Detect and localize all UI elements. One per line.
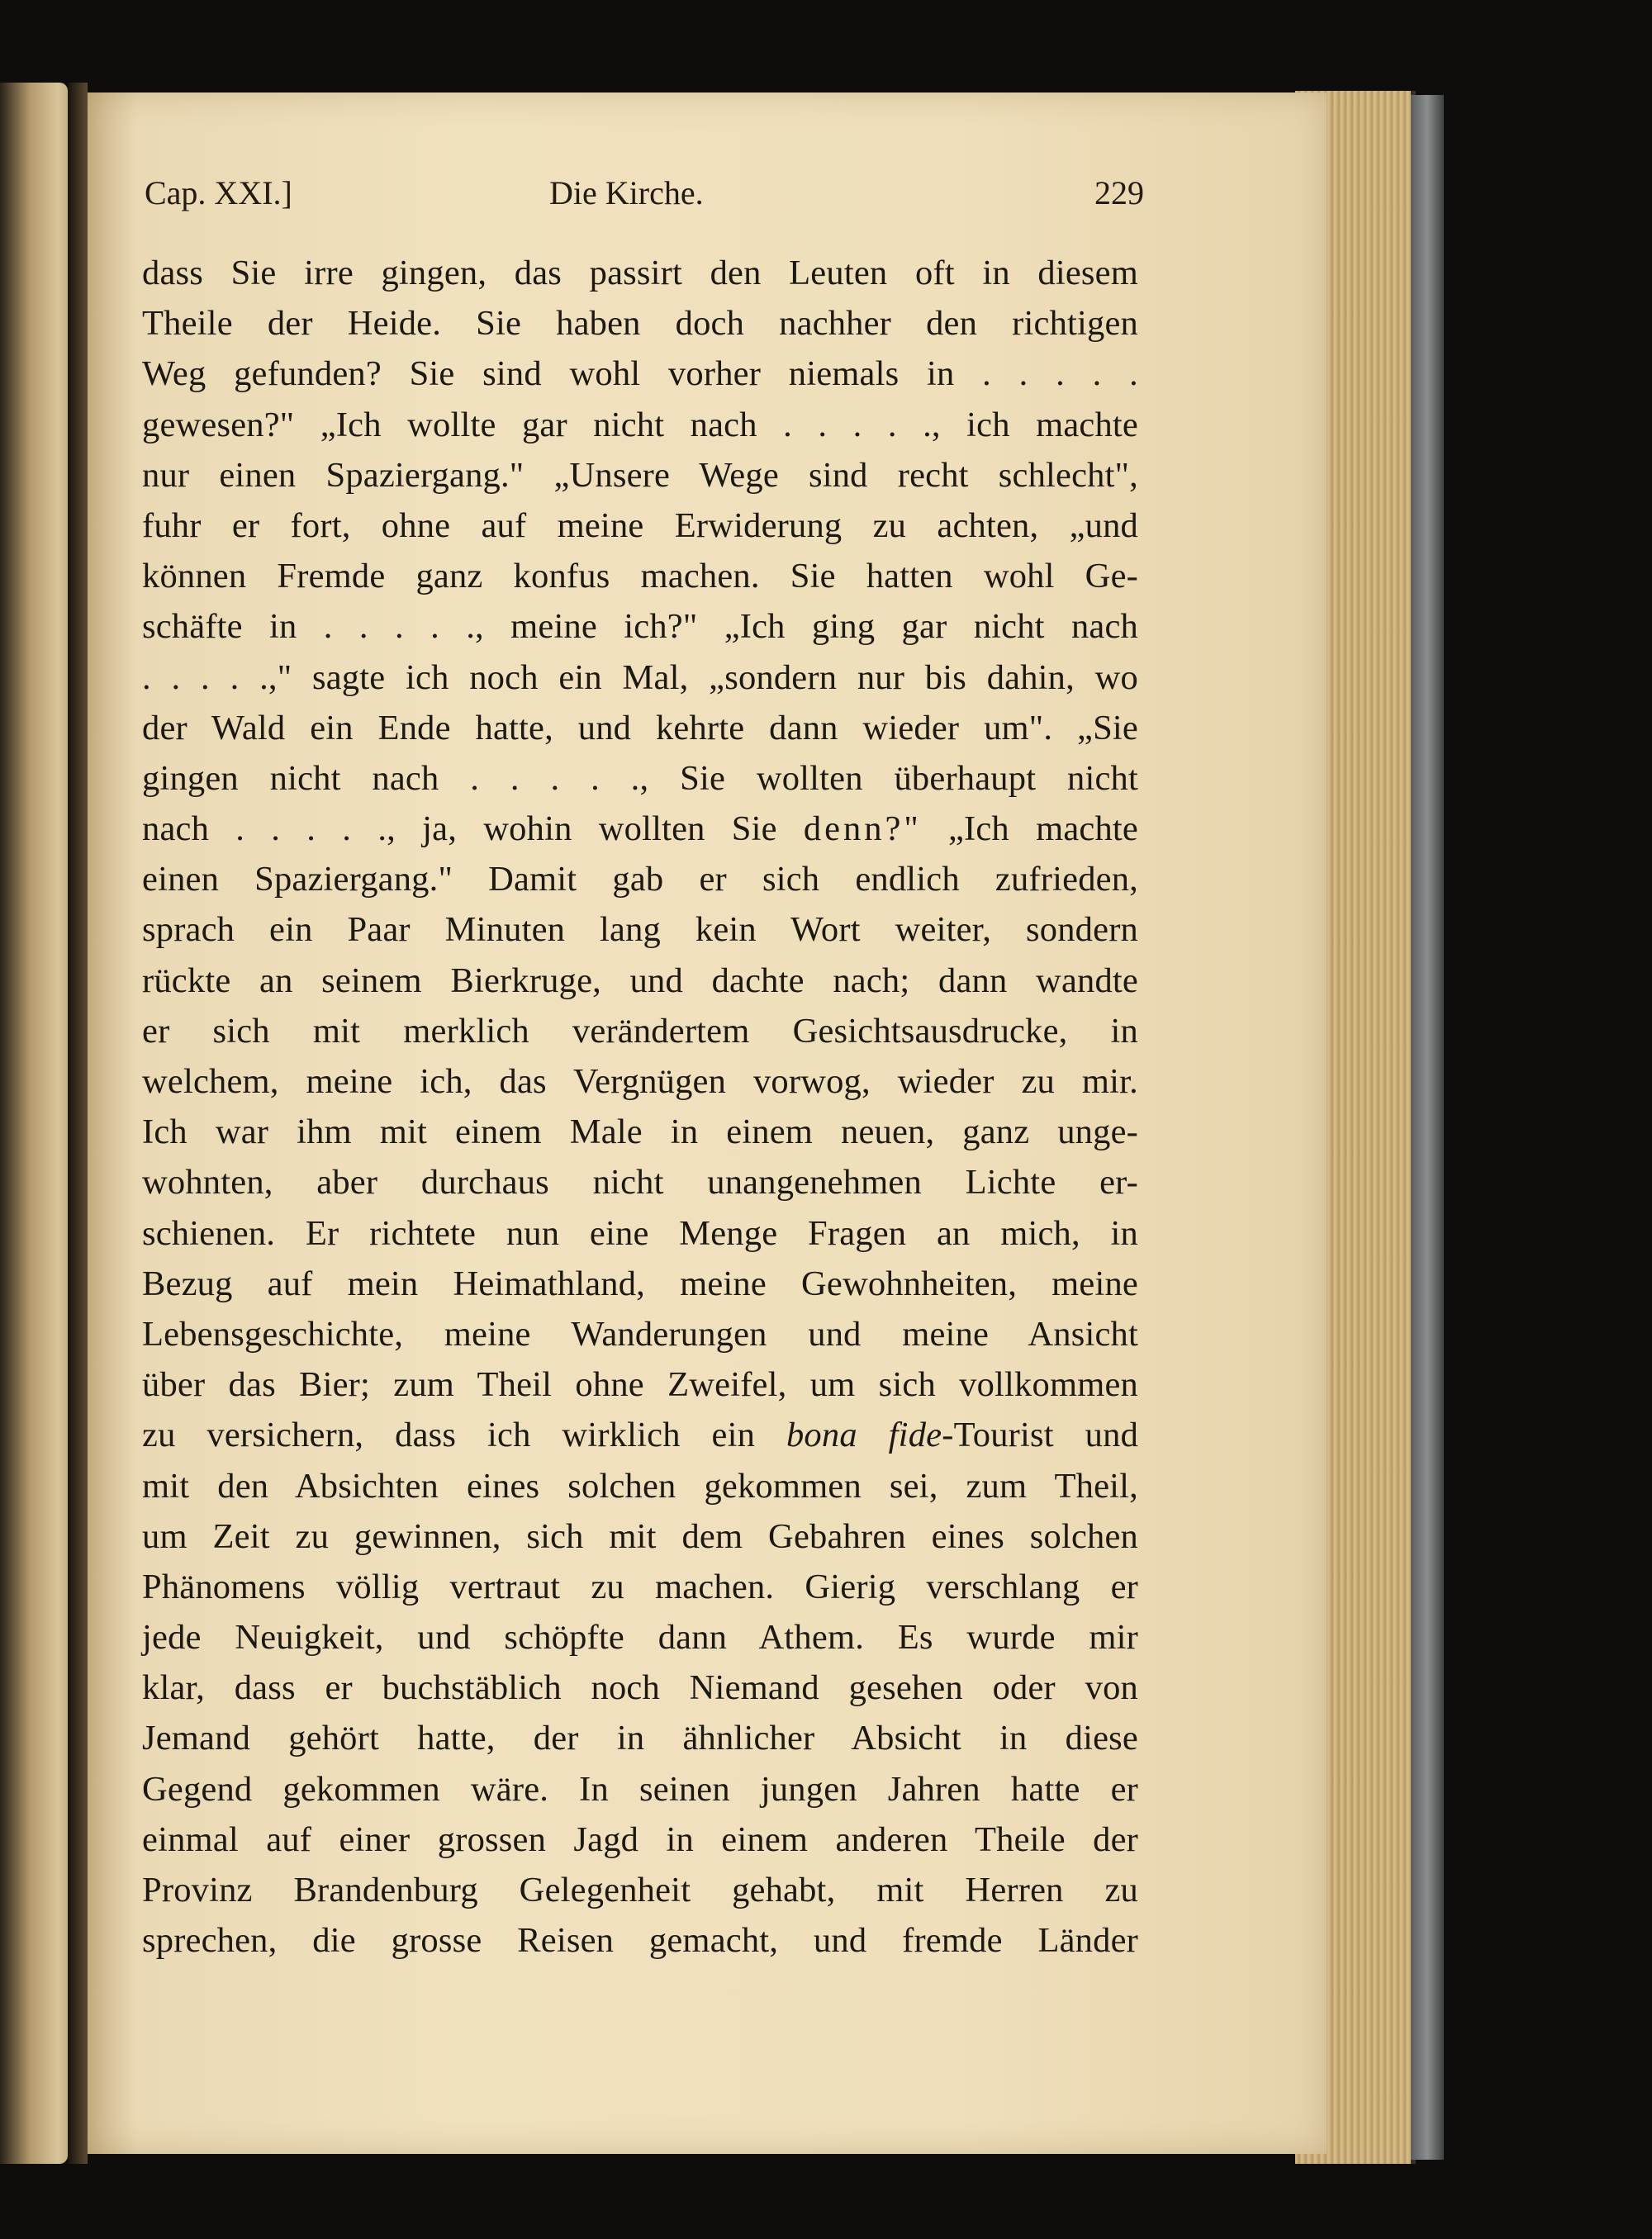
text-line: gingen nicht nach . . . . ., Sie wollten überhaupt nicht [142, 758, 1138, 798]
text-line: Weg gefunden? Sie sind wohl vorher niemals in . . . . . [142, 354, 1138, 394]
text-line: Lebensgeschichte, meine Wanderungen und meine Ansicht [142, 1314, 1138, 1354]
text-line: einmal auf einer grossen Jagd in einem anderen Theile der [142, 1819, 1138, 1859]
text-line: . . . . .," sagte ich noch ein Mal, „sondern nur bis dahin, wo [142, 657, 1138, 697]
text-line: schäfte in . . . . ., meine ich?" „Ich ging gar nicht nach [142, 607, 1138, 647]
text-line: schienen. Er richtete nun eine Menge Fragen an mich, in [142, 1213, 1138, 1253]
chapter-label: Cap. XXI.] [145, 174, 292, 211]
facing-page-edge [0, 83, 68, 2164]
text-line: Ich war ihm mit einem Male in einem neuen, ganz unge- [142, 1112, 1138, 1152]
text-segment: nach . . . . ., ja, wohin wollten Sie [142, 809, 777, 849]
text-segment: -Tourist und [942, 1416, 1139, 1455]
book-cover-edge [1411, 95, 1444, 2160]
text-line: klar, dass er buchstäblich noch Niemand gesehen oder von [142, 1668, 1138, 1708]
italic-phrase: bona fide [786, 1416, 942, 1455]
text-line: Phänomens völlig vertraut zu machen. Gierig verschlang er [142, 1567, 1138, 1606]
running-header [145, 173, 1144, 223]
text-line: rückte an seinem Bierkruge, und dachte nach; dann wandte [142, 961, 1138, 1000]
text-line: Jemand gehört hatte, der in ähnlicher Absicht in diese [142, 1719, 1138, 1758]
spaced-word: denn?" [803, 809, 922, 849]
text-line: sprach ein Paar Minuten lang kein Wort weiter, sondern [142, 910, 1138, 950]
text-line: fuhr er fort, ohne auf meine Erwiderung zu achten, „und [142, 505, 1138, 545]
page-number: 229 [1094, 174, 1144, 211]
text-line: jede Neuigkeit, und schöpfte dann Athem. Es wurde mir [142, 1618, 1138, 1658]
text-line: über das Bier; zum Theil ohne Zweifel, um sich vollkommen [142, 1365, 1138, 1405]
text-segment: „Ich machte [947, 809, 1138, 849]
text-line: gewesen?" „Ich wollte gar nicht nach . . . . ., ich machte [142, 405, 1138, 444]
text-line: Gegend gekommen wäre. In seinen jungen Jahren hatte er [142, 1769, 1138, 1809]
text-line [142, 804, 1138, 854]
text-line: um Zeit zu gewinnen, sich mit dem Gebahren eines solchen [142, 1516, 1138, 1556]
text-line: welchem, meine ich, das Vergnügen vorwog, wieder zu mir. [142, 1062, 1138, 1101]
text-line [142, 1410, 1138, 1460]
text-line: er sich mit merklich verändertem Gesichtsausdrucke, in [142, 1011, 1138, 1051]
page-title: Die Kirche. [549, 174, 704, 211]
text-segment: zu versichern, dass ich wirklich ein [142, 1416, 756, 1455]
body-text [142, 248, 1138, 1966]
book-gutter [68, 83, 88, 2164]
text-line: dass Sie irre gingen, das passirt den Leuten oft in diesem [142, 254, 1138, 292]
text-line: nur einen Spaziergang." „Unsere Wege sind recht schlecht", [142, 455, 1138, 495]
text-line: sprechen, die grosse Reisen gemacht, und fremde Länder [142, 1921, 1138, 1961]
text-line: wohnten, aber durchaus nicht unangenehmen Lichte er- [142, 1163, 1138, 1203]
text-line: können Fremde ganz konfus machen. Sie hatten wohl Ge- [142, 557, 1138, 596]
text-line: mit den Absichten eines solchen gekommen sei, zum Theil, [142, 1466, 1138, 1506]
text-line: Bezug auf mein Heimathland, meine Gewohnheiten, meine [142, 1264, 1138, 1303]
text-line: der Wald ein Ende hatte, und kehrte dann wieder um". „Sie [142, 708, 1138, 747]
text-line: Theile der Heide. Sie haben doch nachher den richtigen [142, 304, 1138, 344]
text-line: Provinz Brandenburg Gelegenheit gehabt, mit Herren zu [142, 1871, 1138, 1909]
text-line: einen Spaziergang." Damit gab er sich endlich zufrieden, [142, 860, 1138, 899]
